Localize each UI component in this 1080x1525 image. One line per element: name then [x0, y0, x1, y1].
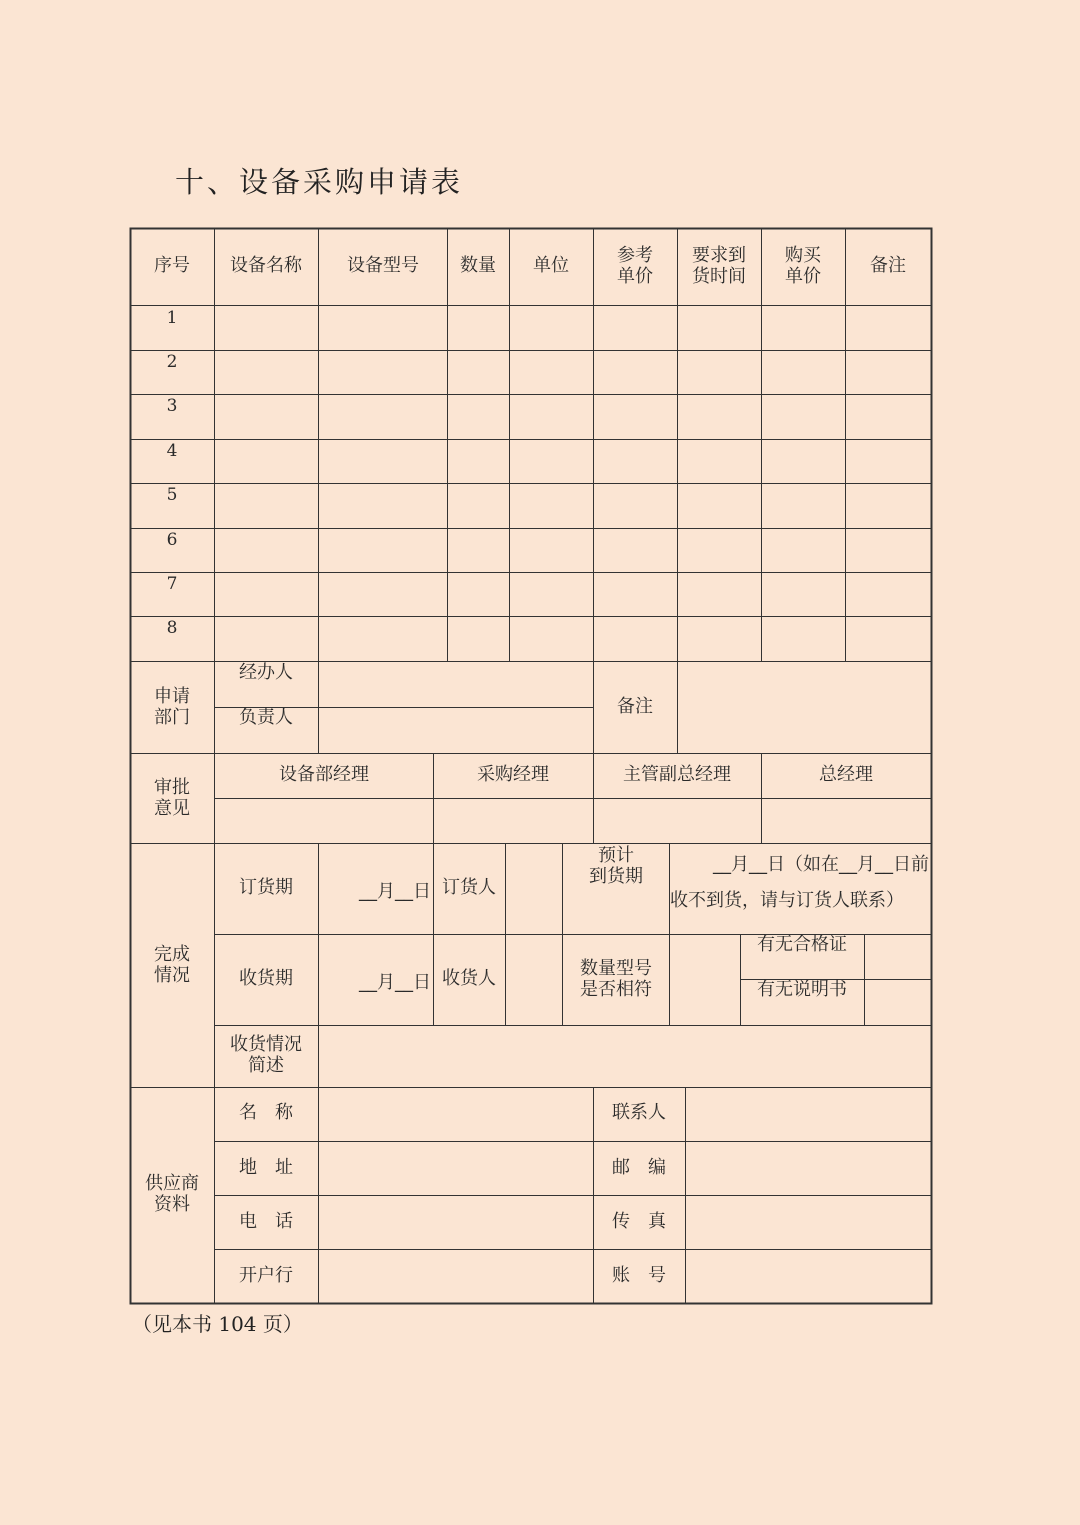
header-unit: 单位	[533, 255, 569, 276]
row-number: 5	[166, 485, 178, 505]
header-quantity: 数量	[460, 255, 496, 276]
row-number: 6	[166, 530, 178, 550]
handler-label: 经办人	[239, 662, 293, 683]
row-number: 3	[166, 396, 178, 416]
apply-remark-label: 备注	[617, 696, 653, 717]
expected-note-line2: 收不到货，请与订货人联系）	[670, 890, 904, 911]
receive-date-blank: __月__日	[359, 972, 431, 993]
header-required-arrival: 要求到 货时间	[692, 245, 746, 287]
row-number: 8	[166, 618, 178, 638]
expected-note-line1: __月__日（如在__月__日前	[713, 854, 929, 875]
vice-gm-label: 主管副总经理	[623, 764, 731, 785]
supplier-account-label: 账 号	[612, 1265, 666, 1286]
supplier-bank-label: 开户行	[239, 1265, 293, 1286]
footnote: （见本书 104 页）	[132, 1312, 303, 1336]
match-check-label: 数量型号 是否相符	[580, 958, 652, 1000]
supplier-name-label: 名 称	[239, 1102, 293, 1123]
apply-department-label: 申请 部门	[154, 686, 190, 728]
header-equipment-model: 设备型号	[347, 255, 419, 276]
form-title: 十、设备采购申请表	[175, 165, 464, 199]
supplier-fax-label: 传 真	[612, 1211, 666, 1232]
expected-arrival-label: 预计 到货期	[589, 845, 643, 887]
principal-label: 负责人	[239, 707, 293, 728]
row-number: 2	[166, 352, 178, 372]
row-number: 7	[166, 574, 178, 594]
header-purchase-price: 购买 单价	[785, 245, 821, 287]
supplier-contact-label: 联系人	[612, 1102, 666, 1123]
certificate-label: 有无合格证	[757, 934, 847, 955]
header-reference-price: 参考 单价	[617, 245, 653, 287]
orderer-label: 订货人	[442, 877, 496, 898]
approval-label: 审批 意见	[154, 777, 190, 819]
supplier-address-label: 地 址	[239, 1157, 293, 1178]
supplier-postcode-label: 邮 编	[612, 1157, 666, 1178]
receiver-label: 收货人	[442, 968, 496, 989]
completion-label: 完成 情况	[154, 944, 190, 986]
receive-date-label: 收货期	[239, 968, 293, 989]
order-date-label: 订货期	[239, 877, 293, 898]
manual-label: 有无说明书	[757, 979, 847, 1000]
row-number: 1	[166, 308, 178, 328]
equip-manager-label: 设备部经理	[279, 764, 369, 785]
supplier-label: 供应商 资料	[145, 1173, 199, 1215]
receive-summary-label: 收货情况 简述	[230, 1034, 302, 1076]
supplier-phone-label: 电 话	[239, 1211, 293, 1232]
row-number: 4	[166, 441, 178, 461]
gm-label: 总经理	[819, 764, 873, 785]
purchase-manager-label: 采购经理	[477, 764, 549, 785]
order-date-blank: __月__日	[359, 881, 431, 902]
header-remark: 备注	[870, 255, 906, 276]
header-seq: 序号	[154, 255, 190, 276]
header-equipment-name: 设备名称	[230, 255, 302, 276]
